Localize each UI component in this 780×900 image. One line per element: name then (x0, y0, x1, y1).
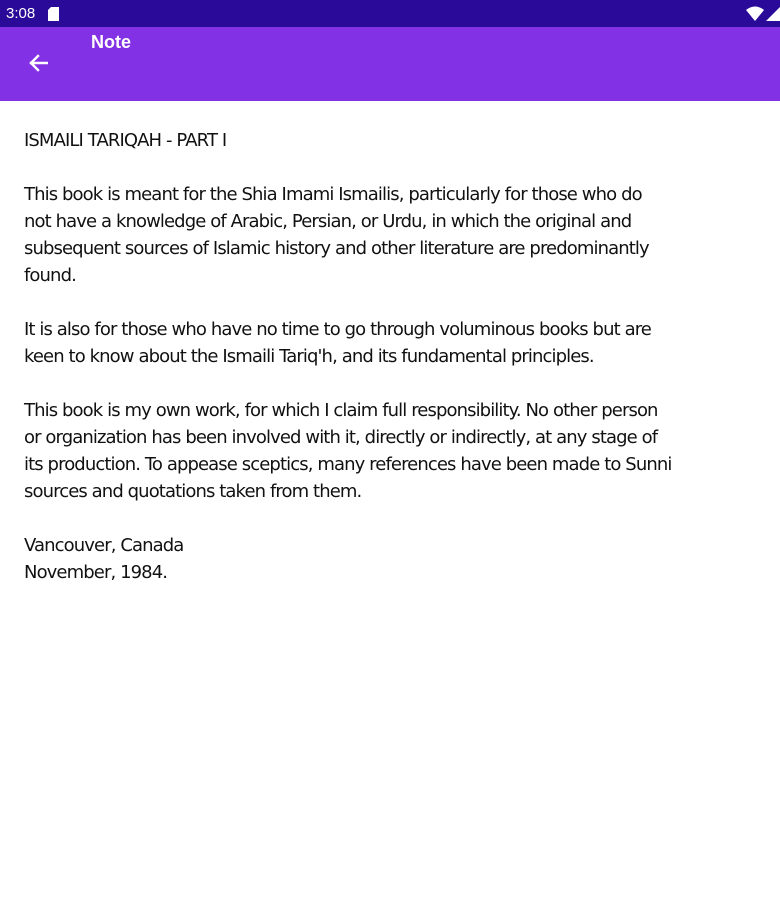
note-paragraph-3 (24, 397, 744, 505)
sd-card-icon (48, 6, 59, 25)
back-button[interactable] (22, 49, 54, 81)
note-date: November, 1984. (24, 562, 168, 583)
paragraph-line: This book is my own work, for which I claim full responsibility. No other person (24, 400, 658, 421)
paragraph-line: keen to know about the Ismaili Tariq'h, and its fundamental principles. (24, 346, 594, 367)
note-paragraph-1 (24, 181, 744, 289)
paragraph-line: not have a knowledge of Arabic, Persian, or Urdu, in which the original and (24, 211, 632, 232)
arrow-left-icon (28, 53, 48, 77)
note-location: Vancouver, Canada (24, 535, 184, 556)
paragraph-line: This book is meant for the Shia Imami Ismailis, particularly for those who do (24, 184, 642, 205)
note-paragraph-2 (24, 316, 744, 370)
wifi-icon (746, 6, 764, 25)
status-bar (0, 0, 780, 27)
paragraph-line: subsequent sources of Islamic history and other literature are predominantly (24, 238, 649, 259)
app-bar (0, 27, 780, 101)
paragraph-line: sources and quotations taken from them. (24, 481, 362, 502)
status-time: 3:08 (6, 5, 36, 22)
signal-icon (766, 6, 780, 25)
paragraph-line: its production. To appease sceptics, many references have been made to Sunni (24, 454, 672, 475)
paragraph-line: It is also for those who have no time to go through voluminous books but are (24, 319, 651, 340)
paragraph-line: found. (24, 265, 76, 286)
note-content (24, 127, 744, 613)
page-title: Note (91, 32, 131, 52)
note-signature (24, 532, 744, 586)
paragraph-line: or organization has been involved with it, directly or indirectly, at any stage of (24, 427, 658, 448)
note-heading: ISMAILI TARIQAH - PART I (24, 130, 227, 151)
